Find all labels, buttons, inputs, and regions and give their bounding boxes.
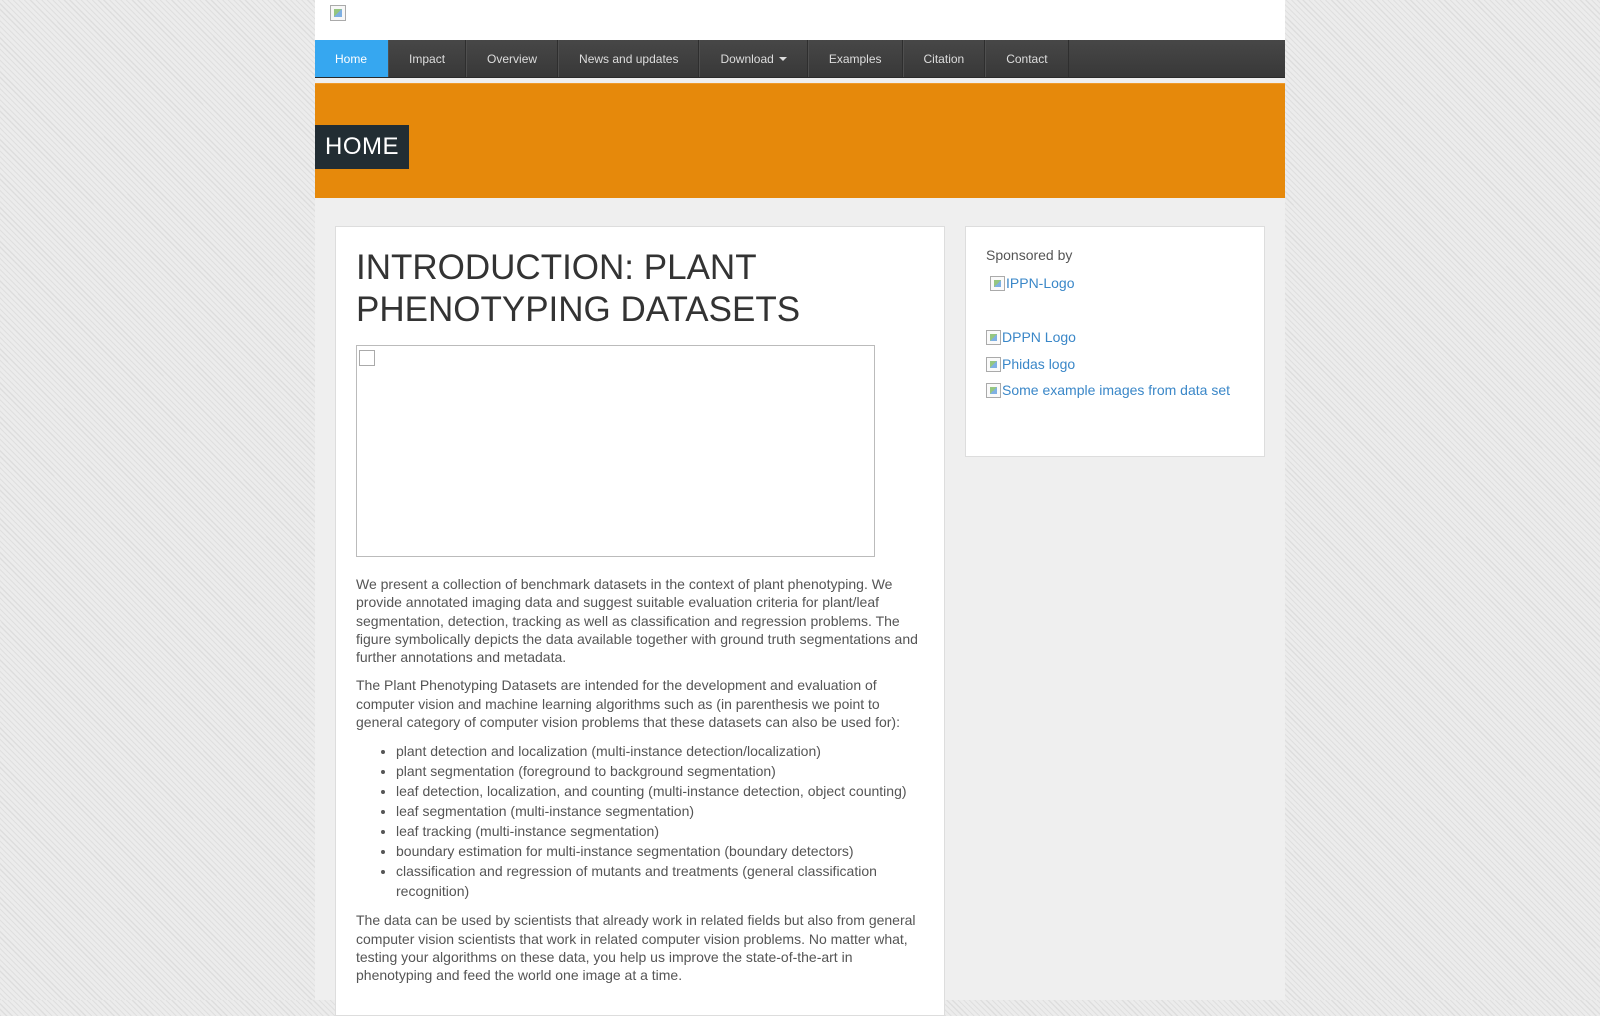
nav-news[interactable] <box>558 40 699 77</box>
broken-image-icon <box>986 383 1001 398</box>
list-item: • plant detection and localization (multi-instance detection/localization) <box>396 741 924 761</box>
phidas-logo-alt: Phidas logo <box>1002 356 1076 372</box>
page-banner <box>315 83 1285 198</box>
ippn-logo-alt: IPPN-Logo <box>1006 275 1075 291</box>
site-logo-image[interactable] <box>330 5 346 21</box>
main-content-panel <box>335 226 945 1016</box>
phidas-logo-link[interactable] <box>986 356 1244 372</box>
list-item: • leaf detection, localization, and counting (multi-instance detection, object counting) <box>396 781 924 801</box>
list-item: • classification and regression of mutants and treatments (general classification recognition) <box>396 861 924 901</box>
closing-paragraph: The data can be used by scientists that already work in related fields but also from general computer vision scientists that work in related computer vision problems. No matter what, testing your algorithms on these data, you help us improve the state-of-the-art in phenotyping and feed the world one image at a time. <box>356 912 916 984</box>
top-bar <box>315 0 1285 40</box>
list-item: • plant segmentation (foreground to background segmentation) <box>396 761 924 781</box>
list-item: • boundary estimation for multi-instance segmentation (boundary detectors) <box>396 841 924 861</box>
nav-examples-label: Examples <box>828 51 882 66</box>
ippn-logo-link[interactable] <box>990 275 1244 291</box>
nav-download[interactable] <box>699 40 807 77</box>
list-item: • leaf segmentation (multi-instance segmentation) <box>396 801 924 821</box>
nav-examples[interactable] <box>808 40 903 77</box>
sponsor-heading: Sponsored by <box>986 247 1073 263</box>
nav-home-label: Home <box>335 51 368 66</box>
nav-download-label: Download <box>720 51 774 66</box>
broken-image-icon <box>986 357 1001 372</box>
uses-list <box>356 741 924 901</box>
intro-paragraph: We present a collection of benchmark datasets in the context of plant phenotyping. We provide annotated imaging data and suggest suitable evaluation criteria for plant/leaf segmentation, detection, tracking as well as classification and regression problems. The figure symbolically depicts the data available together with ground truth segmentations and further annotations and metadata. <box>356 576 918 666</box>
nav-citation[interactable] <box>903 40 986 77</box>
page-wrapper <box>315 0 1285 1000</box>
banner-title: HOME <box>315 125 409 169</box>
hero-image <box>356 345 875 557</box>
nav-contact-label: Contact <box>1006 51 1048 66</box>
dppn-logo-alt: DPPN Logo <box>1002 329 1076 345</box>
example-images-alt: Some example images from data set <box>1002 382 1230 398</box>
broken-image-icon <box>990 276 1005 291</box>
dppn-logo-link[interactable] <box>986 329 1244 345</box>
sponsor-panel <box>965 226 1265 457</box>
nav-impact[interactable] <box>388 40 466 77</box>
caret-down-icon <box>779 57 787 61</box>
nav-news-label: News and updates <box>579 51 679 66</box>
nav-home[interactable] <box>315 40 388 77</box>
purpose-paragraph: The Plant Phenotyping Datasets are intended for the development and evaluation of computer vision and machine learning algorithms such as (in parenthesis we point to general category of computer vision problems that these datasets can also be used for): <box>356 677 900 731</box>
main-navbar <box>315 40 1285 78</box>
nav-citation-label: Citation <box>923 51 965 66</box>
page-title: INTRODUCTION: PLANT PHENOTYPING DATASETS <box>356 248 801 329</box>
nav-overview-label: Overview <box>487 51 538 66</box>
nav-contact[interactable] <box>985 40 1068 77</box>
broken-image-icon <box>986 330 1001 345</box>
example-images-link[interactable] <box>986 382 1244 398</box>
nav-impact-label: Impact <box>409 51 446 66</box>
nav-overview[interactable] <box>466 40 558 77</box>
list-item: • leaf tracking (multi-instance segmentation) <box>396 821 924 841</box>
